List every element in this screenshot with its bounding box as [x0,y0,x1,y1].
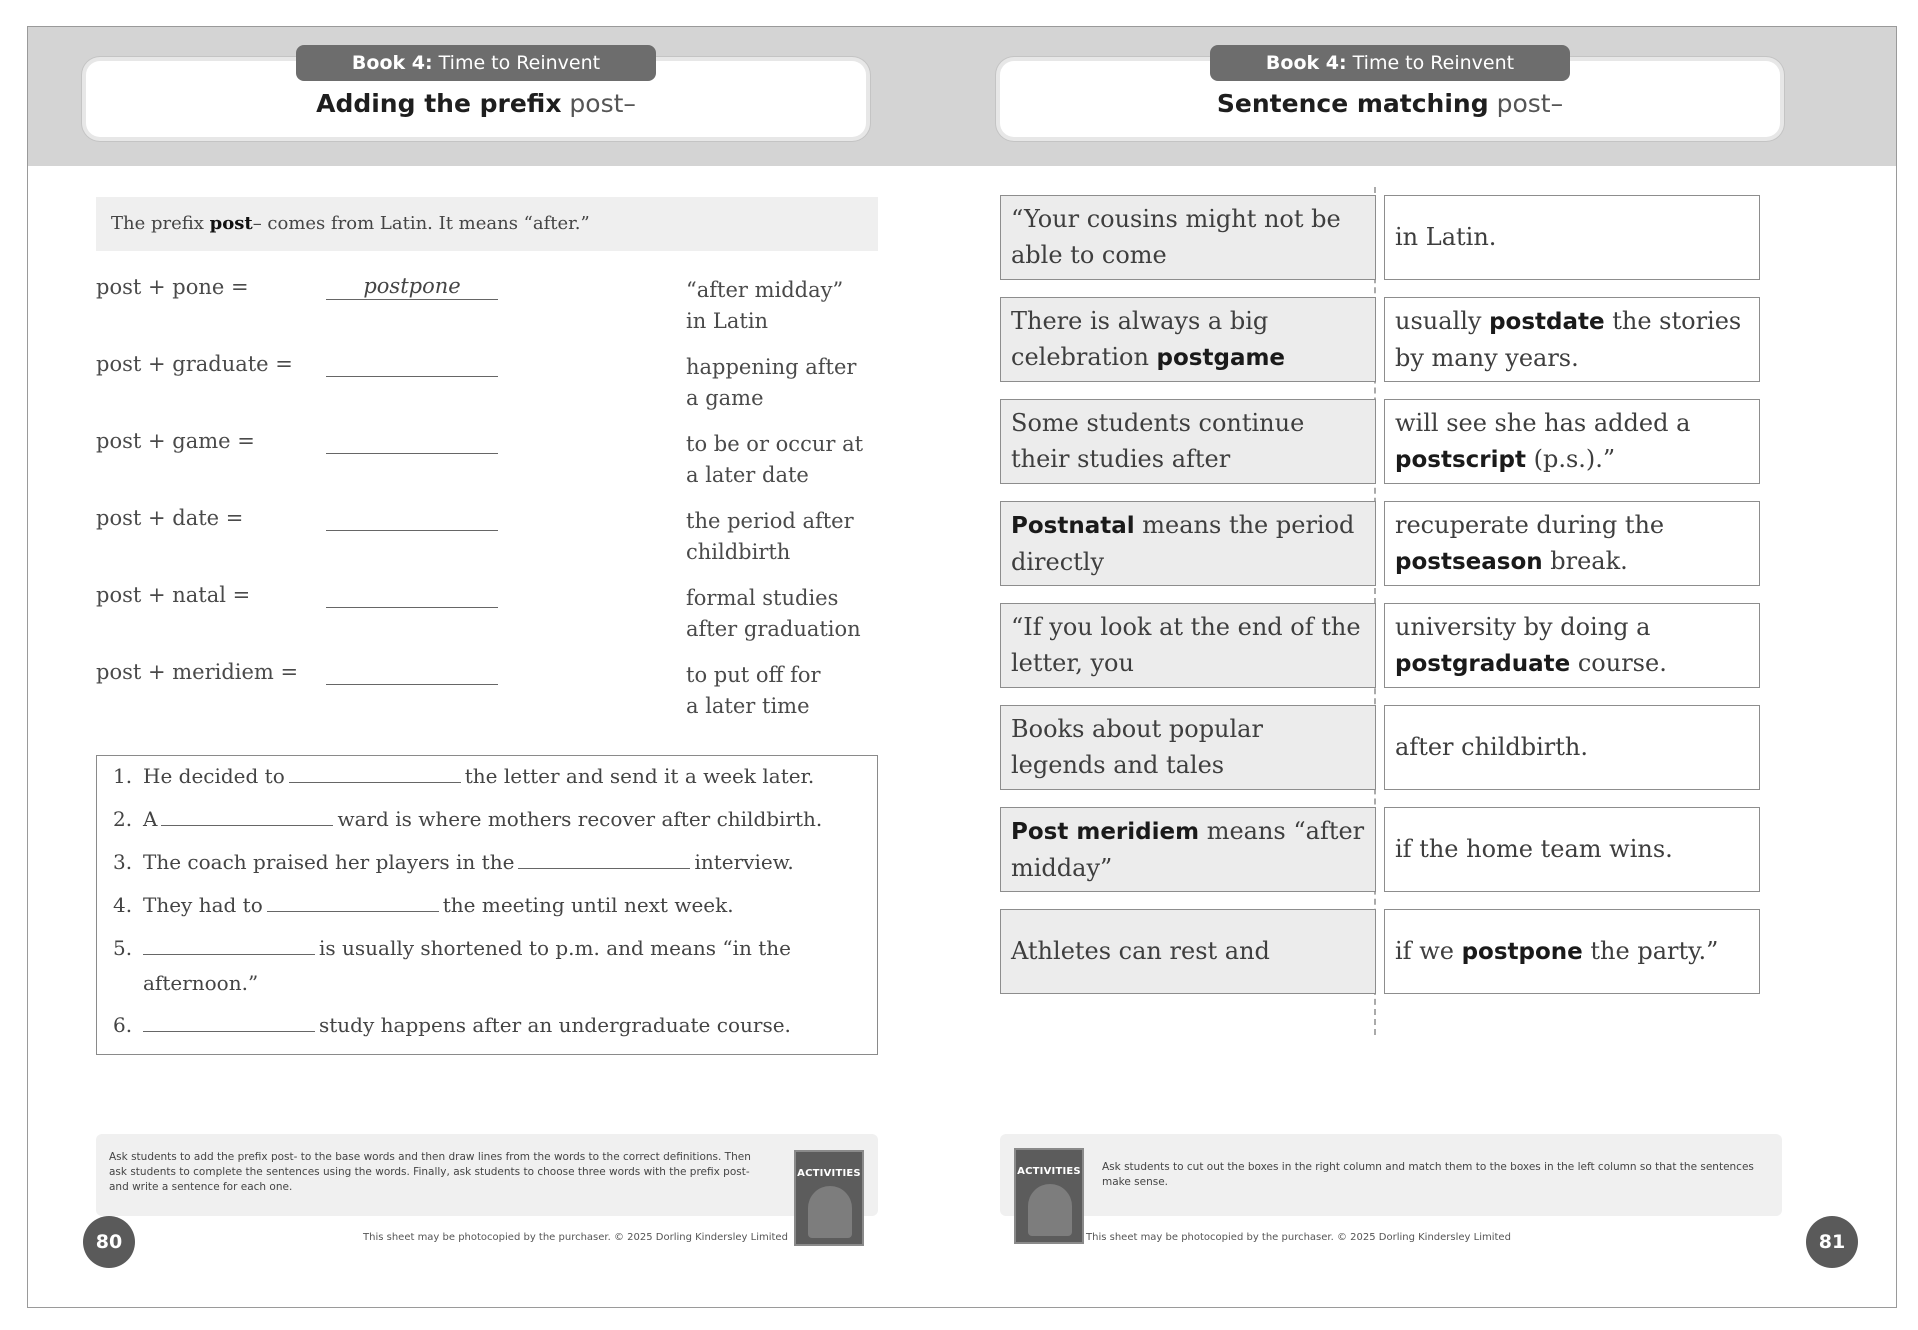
card-text: if we postpone the party.” [1395,937,1719,965]
sentence-number: 1. [113,764,133,788]
sentence-item [113,807,822,831]
definition [686,506,886,568]
left-teacher-note [96,1134,878,1216]
card-text: There is always a big celebration postgame [1011,307,1286,371]
card-text: recuperate during the postseason break. [1395,511,1665,575]
sentence-after: the letter and send it a week later. [464,764,815,788]
sentence-after: study happens after an undergraduate course. [319,1013,791,1037]
sentence-end-card[interactable] [1384,705,1760,790]
left-copyright: This sheet may be photocopied by the purchaser. © 2025 Dorling Kindersley Limited [363,1232,788,1243]
definition-line-2: a later time [686,694,810,718]
prefix-intro [96,197,878,251]
left-book-tab-number: Book 4: [351,52,433,74]
card-text: Some students continue their studies after [1011,409,1305,473]
left-title-box [86,52,866,137]
sentence-after: is usually shortened to p.m. and means “in the [319,936,791,960]
sentence-end-card[interactable] [1384,807,1760,892]
right-page [962,27,1896,1307]
sentence-item [113,936,791,960]
card-text: if the home team wins. [1395,835,1673,863]
word-equation: post + pone = [96,275,249,299]
sentence-after: ward is where mothers recover after childbirth. [337,807,823,831]
card-text: Books about popular legends and tales [1011,715,1263,779]
card-text: “If you look at the end of the letter, you [1011,613,1361,677]
definition [686,275,886,337]
sentence-start-card[interactable] [1000,501,1376,586]
card-text: after childbirth. [1395,733,1588,761]
sentence-start-card[interactable] [1000,807,1376,892]
cover-label: ACTIVITIES [797,1168,861,1179]
sentence-number: 2. [113,807,133,831]
intro-before: The prefix [111,213,210,234]
sentence-start-card[interactable] [1000,399,1376,484]
answer-line[interactable] [326,530,498,531]
cover-figure-icon [1028,1184,1072,1236]
word-equation: post + meridiem = [96,660,299,684]
sentence-start-card[interactable] [1000,297,1376,382]
definition-line-2: after graduation [686,617,861,641]
card-text: in Latin. [1395,223,1497,251]
definition-line-2: a later date [686,463,809,487]
definition-line-1: happening after [686,355,857,379]
definition [686,429,886,491]
definition-line-1: to be or occur at [686,432,864,456]
sentence-after: the meeting until next week. [442,893,734,917]
left-book-tab-name: Time to Reinvent [438,52,601,74]
sentence-start-card[interactable] [1000,705,1376,790]
right-page-number: 81 [1806,1216,1858,1268]
definition-line-2: a game [686,386,764,410]
right-copyright: This sheet may be photocopied by the purchaser. © 2025 Dorling Kindersley Limited [1086,1232,1511,1243]
right-title-bold: Sentence matching [1216,89,1489,118]
left-page-title [86,89,866,118]
sentence-start-card[interactable] [1000,603,1376,688]
fill-in-blank[interactable] [143,1014,315,1032]
definition-line-1: to put off for [686,663,821,687]
intro-after: – comes from Latin. It means “after.” [252,213,590,234]
right-book-tab [1210,45,1570,81]
definition [686,352,886,414]
left-page [28,27,962,1307]
answer-line[interactable] [326,453,498,454]
right-page-title [1000,89,1780,118]
intro-bold: post [209,213,253,234]
definition [686,660,886,722]
sentence-number: 6. [113,1013,133,1037]
fill-in-blank[interactable] [289,765,461,783]
right-book-tab-number: Book 4: [1265,52,1347,74]
definition-line-1: the period after [686,509,854,533]
right-title-light: post– [1496,89,1564,118]
right-teacher-note [1000,1134,1782,1216]
left-title-bold: Adding the prefix [316,89,562,118]
sentence-before: They had to [143,893,263,917]
fill-in-blank[interactable] [161,808,333,826]
book-spread [27,26,1897,1308]
sentence-end-card[interactable] [1384,501,1760,586]
card-text: “Your cousins might not be able to come [1011,205,1341,269]
left-book-tab [296,45,656,81]
right-title-box [1000,52,1780,137]
answer-line[interactable] [326,299,498,300]
sentence-before: A [143,807,158,831]
fill-in-blank[interactable] [267,894,439,912]
right-book-tab-name: Time to Reinvent [1352,52,1515,74]
sentence-number: 3. [113,850,133,874]
left-page-number: 80 [83,1216,135,1268]
cover-figure-icon [808,1186,852,1238]
sentence-start-card[interactable] [1000,909,1376,994]
word-equation: post + graduate = [96,352,293,376]
left-note-text: Ask students to add the prefix post- to the base words and then draw lines from the words to the correct definitions. Then ask students to complete the sentences using the words. Finally, ask students to choose three words with the prefix post- and write a sentence for each one. [109,1151,751,1193]
sentence-after: interview. [694,850,794,874]
activities-book-cover [1014,1148,1084,1244]
sentence-item [113,850,794,874]
sentence-before: The coach praised her players in the [143,850,515,874]
definition-line-2: childbirth [686,540,791,564]
sentence-end-card[interactable] [1384,195,1760,280]
card-text: university by doing a postgraduate course. [1395,613,1667,677]
sentence-number: 5. [113,936,133,960]
card-text: Postnatal means the period directly [1011,511,1355,576]
sentence-end-card[interactable] [1384,399,1760,484]
definition [686,583,886,645]
sentences-box [96,755,878,1055]
definition-line-2: in Latin [686,309,769,333]
sentence-before: He decided to [143,764,285,788]
answer-line[interactable] [326,684,498,685]
definition-line-1: “after midday” [686,278,844,302]
word-equation: post + game = [96,429,255,453]
definition-line-1: formal studies [686,586,839,610]
sentence-start-card[interactable] [1000,195,1376,280]
fill-in-blank[interactable] [143,937,315,955]
word-equation: post + date = [96,506,244,530]
word-equation: post + natal = [96,583,251,607]
sentence-continuation [143,971,258,995]
card-text: will see she has added a postscript (p.s.).” [1395,409,1691,473]
card-text: usually postdate the stories by many years. [1395,307,1742,372]
card-text: Athletes can rest and [1011,937,1270,965]
sentence-end-card[interactable] [1384,603,1760,688]
answer-line[interactable] [326,376,498,377]
sentence-number: 4. [113,893,133,917]
sentence-continuation-text: afternoon.” [143,971,259,995]
word-answer: postpone [363,274,461,298]
sentence-end-card[interactable] [1384,909,1760,994]
cover-label: ACTIVITIES [1017,1166,1081,1177]
sentence-item [113,893,734,917]
sentence-item [113,764,814,788]
left-title-light: post– [569,89,636,118]
sentence-end-card[interactable] [1384,297,1760,382]
activities-book-cover [794,1150,864,1246]
card-text: Post meridiem means “after midday” [1011,817,1365,882]
fill-in-blank[interactable] [518,851,690,869]
right-note-text: Ask students to cut out the boxes in the right column and match them to the boxes in the left column so that the sentences make sense. [1102,1161,1754,1188]
sentence-item [113,1013,791,1037]
answer-line[interactable] [326,607,498,608]
